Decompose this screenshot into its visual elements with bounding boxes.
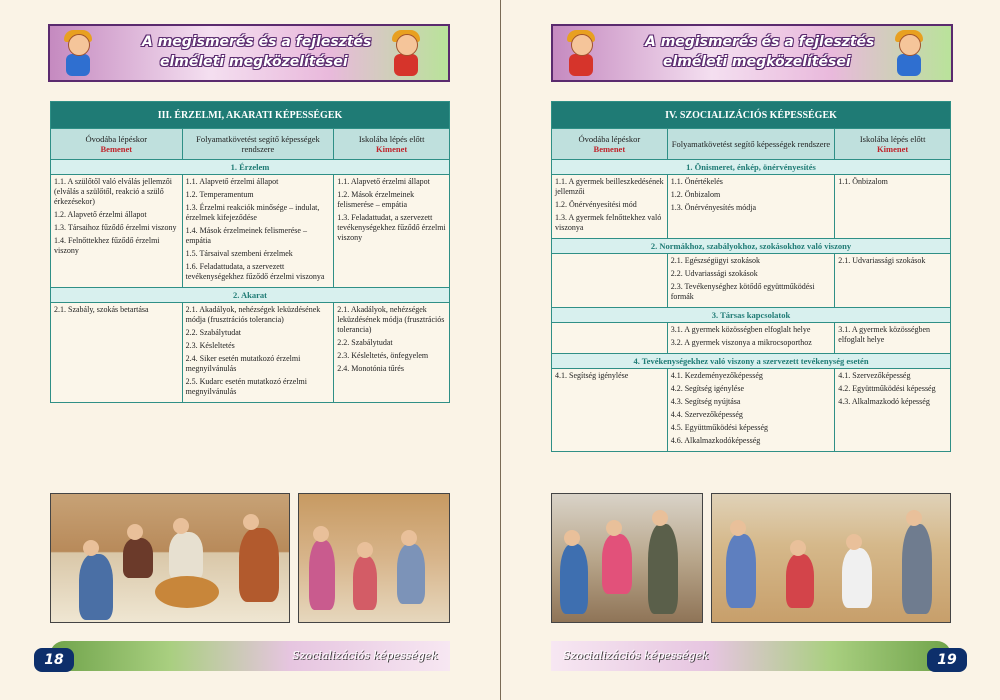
banner-title-line1: A megismerés és a fejlesztés [142,34,372,50]
cell-col2 [182,303,334,403]
list-item: 1.1. A gyermek beilleszkedésének jellemzői [555,177,664,196]
list-item: 4.2. Együttműködési képesség [838,384,936,393]
list-item: 4.3. Alkalmazkodó képesség [838,397,930,406]
column-header-input [552,129,668,160]
list-item: 1.2. Temperamentum [185,190,254,199]
cell-col1 [552,369,668,452]
list-item: 2.1. Akadályok, nehézségek leküzdésének módja (frusztrációs tolerancia) [185,305,321,324]
cell-col2 [667,254,835,308]
table-row [552,323,951,354]
list-item: 2.1. Szabály, szokás betartása [54,305,149,314]
col-sub: Bemenet [100,144,133,154]
column-header-process [182,129,334,160]
table-row [51,303,450,403]
section-title: 2. Akarat [51,288,450,303]
list-item: 2.1. Akadályok, nehézségek leküzdésének módja (frusztrációs tolerancia) [337,305,445,334]
abilities-table [50,101,450,403]
list-item: 4.4. Szervezőképesség [670,410,743,419]
list-item: 1.1. Alapvető érzelmi állapot [337,177,430,186]
list-item: 1.2. Mások érzelmeinek felismerése – empátia [337,190,415,209]
section-title: 4. Tevékenységekhez való viszony a szervezett tevékenység esetén [552,354,951,369]
col-title: Folyamatkövetést segítő képességek rendszere [671,139,831,149]
list-item: 4.2. Segítség igénylése [670,384,745,393]
cell-col3 [835,369,951,452]
list-item: 3.1. A gyermek közösségben elfoglalt helye [670,325,811,334]
cell-col3 [334,175,450,288]
header-banner [48,24,450,82]
list-item: 1.4. Mások érzelmeinek felismerése – empátia [185,226,307,245]
list-item: 1.1. Önbizalom [838,177,888,186]
table-title: III. ÉRZELMI, AKARATI KÉPESSÉGEK [51,102,450,129]
banner-title-line1: A megismerés és a fejlesztés [645,34,875,50]
list-item: 1.6. Feladattudata, a szervezett tevékenységekhez fűződő érzelmi viszonya [185,262,325,281]
cell-col1 [552,323,668,354]
list-item: 1.3. Érzelmi reakciók minősége – indulat, érzelmek kifejeződése [185,203,320,222]
page-number: 19 [927,648,967,672]
col-sub: Kimenet [376,144,408,154]
col-sub: Kimenet [877,144,909,154]
cell-col2 [667,175,835,239]
list-item: 4.6. Alkalmazkodóképesség [670,436,761,445]
list-item: 1.3. A gyermek felnőttekhez való viszonya [555,213,662,232]
footer-title: Szocializációs képességek [292,649,438,662]
header-banner [551,24,953,82]
list-item: 2.4. Monotónia tűrés [337,364,404,373]
column-header-output [334,129,450,160]
table-row [552,254,951,308]
footer-bar [551,641,951,671]
cell-col1 [51,303,183,403]
cell-col2 [667,323,835,354]
photo-strip [551,493,951,623]
list-item: 1.3. Feladattudat, a szervezett tevékenységekhez fűződő érzelmi viszony [337,213,446,242]
list-item: 2.2. Szabálytudat [337,338,393,347]
column-header-output [835,129,951,160]
activity-room-photo [711,493,951,623]
page-number: 18 [34,648,74,672]
list-item: 2.3. Késleltetés [185,341,235,350]
cell-col2 [182,175,334,288]
abilities-table [551,101,951,452]
doll-icon [889,30,929,78]
banner-title-line2: elméleti megközelítései [663,54,851,70]
col-title: Óvodába lépéskor [578,134,641,144]
list-item: 1.1. Önértékelés [670,177,723,186]
col-title: Óvodába lépéskor [85,134,148,144]
banner-title [645,32,885,72]
cell-col1 [51,175,183,288]
list-item: 1.3. Önérvényesítés módja [670,203,757,212]
cell-col3 [334,303,450,403]
table-row [51,175,450,288]
list-item: 2.1. Egészségügyi szokások [670,256,761,265]
banner-title [142,32,382,72]
list-item: 4.1. Kezdeményezőképesség [670,371,763,380]
photo-strip [50,493,450,623]
list-item: 4.5. Együttműködési képesség [670,423,769,432]
col-title: Folyamatkövetést segítő képességek rendszere [196,134,320,154]
cell-col1 [552,254,668,308]
section-title: 2. Normákhoz, szabályokhoz, szokásokhoz való viszony [552,239,951,254]
table-row [552,175,951,239]
list-item: 2.1. Udvariassági szokások [838,256,926,265]
list-item: 3.1. A gyermek közösségben elfoglalt helye [838,325,931,344]
cell-col3 [835,254,951,308]
col-title: Iskolába lépés előtt [358,134,425,144]
footer-bar [50,641,450,671]
list-item: 1.3. Társaihoz fűződő érzelmi viszony [54,223,177,232]
list-item: 4.3. Segítség nyújtása [670,397,741,406]
list-item: 1.4. Felnőttekhez fűződő érzelmi viszony [54,236,160,255]
classroom-photo [50,493,290,623]
list-item: 1.1. Alapvető érzelmi állapot [185,177,279,186]
cell-col3 [835,175,951,239]
playroom-photo [298,493,450,623]
list-item: 2.3. Késleltetés, önfegyelem [337,351,429,360]
col-sub: Bemenet [593,144,626,154]
list-item: 4.1. Segítség igénylése [555,371,629,380]
doll-icon [561,30,601,78]
footer-title: Szocializációs képességek [563,649,709,662]
list-item: 2.3. Tevékenységhez kötődő együttműködési formák [670,282,815,301]
list-item: 1.2. Alapvető érzelmi állapot [54,210,147,219]
list-item: 4.1. Szervezőképesség [838,371,911,380]
list-item: 1.1. A szülőtől való elválás jellemzői (elválás a szülőtől, reakció a szülő érkezésekor) [54,177,172,206]
list-item: 2.2. Udvariassági szokások [670,269,758,278]
banner-title-line2: elméleti megközelítései [160,54,348,70]
table-row [552,369,951,452]
table-body-right [552,160,951,452]
section-title: 1. Érzelem [51,160,450,175]
doll-icon [386,30,426,78]
col-title: Iskolába lépés előtt [859,134,926,144]
doll-icon [58,30,98,78]
list-item: 2.2. Szabálytudat [185,328,241,337]
list-item: 3.2. A gyermek viszonya a mikrocsoporthoz [670,338,812,347]
list-item: 1.2. Önbizalom [670,190,721,199]
list-item: 1.2. Önérvényesítési mód [555,200,637,209]
section-title: 1. Önismeret, énkép, önérvényesítés [552,160,951,175]
cell-col3 [835,323,951,354]
list-item: 1.5. Társaival szembeni érzelmek [185,249,293,258]
list-item: 2.4. Siker esetén mutatkozó érzelmi megnyilvánulás [185,354,301,373]
column-header-process [667,129,835,160]
right-page [500,0,1000,700]
cell-col2 [667,369,835,452]
section-title: 3. Társas kapcsolatok [552,308,951,323]
table-title: IV. SZOCIALIZÁCIÓS KÉPESSÉGEK [552,102,951,129]
list-item: 2.5. Kudarc esetén mutatkozó érzelmi megnyilvánulás [185,377,307,396]
group-photo [551,493,703,623]
column-header-input [51,129,183,160]
cell-col1 [552,175,668,239]
table-body-left [51,160,450,403]
